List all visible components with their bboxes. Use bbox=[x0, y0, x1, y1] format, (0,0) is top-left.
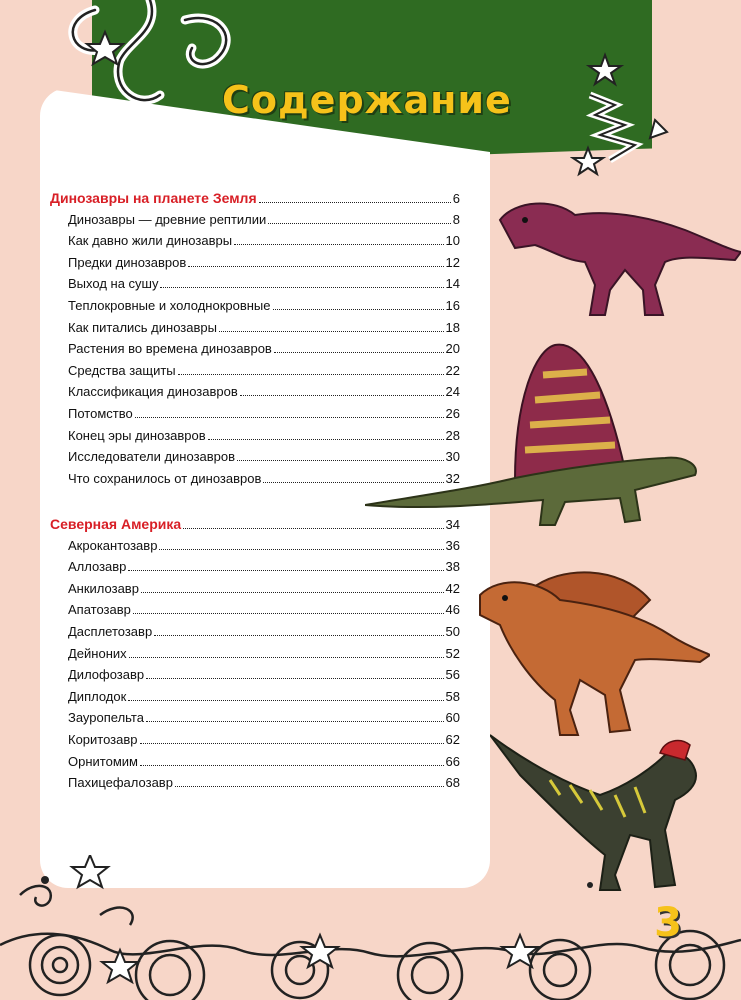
leader-dots bbox=[219, 331, 444, 332]
toc-page-number: 6 bbox=[452, 191, 460, 206]
toc-entry[interactable] bbox=[50, 710, 460, 732]
toc-entry[interactable] bbox=[50, 646, 460, 668]
toc-page-number: 56 bbox=[445, 667, 460, 683]
toc-entry[interactable] bbox=[50, 276, 460, 298]
toc-entry[interactable] bbox=[50, 233, 460, 255]
toc-page-number: 60 bbox=[445, 710, 460, 726]
leader-dots bbox=[129, 657, 444, 658]
toc-entry[interactable] bbox=[50, 255, 460, 277]
leader-dots bbox=[146, 721, 444, 722]
toc-entry-label: Классификация динозавров bbox=[68, 384, 238, 400]
leader-dots bbox=[154, 635, 443, 636]
toc-entry[interactable] bbox=[50, 559, 460, 581]
toc-page-number: 14 bbox=[445, 276, 460, 292]
toc-page-number: 42 bbox=[445, 580, 460, 596]
toc-page-number: 12 bbox=[445, 254, 460, 270]
leader-dots bbox=[259, 202, 451, 203]
dinosaur-illustration-acrocanthosaurus bbox=[495, 190, 741, 320]
toc-entry-label: Анкилозавр bbox=[68, 580, 139, 596]
page-number: 3 bbox=[654, 900, 682, 946]
toc-page-number: 58 bbox=[445, 688, 460, 704]
toc-entry-label: Что сохранилось от динозавров bbox=[68, 470, 262, 486]
toc-page-number: 52 bbox=[445, 645, 460, 661]
toc-page-number: 26 bbox=[445, 405, 460, 421]
toc-page-number: 38 bbox=[445, 559, 460, 575]
toc-entry-label: Дилофозавр bbox=[68, 667, 145, 683]
toc-page-number: 68 bbox=[445, 775, 460, 791]
toc-entry-label: Выход на сушу bbox=[68, 276, 159, 292]
toc-entry-label: Орнитомим bbox=[68, 753, 138, 769]
leader-dots bbox=[188, 266, 443, 267]
leader-dots bbox=[268, 223, 450, 224]
leader-dots bbox=[141, 592, 444, 593]
doodle-border-bottom bbox=[0, 855, 741, 1000]
leader-dots bbox=[140, 765, 444, 766]
zigzag-decoration-top-right bbox=[570, 50, 680, 180]
leader-dots bbox=[234, 244, 443, 245]
toc-page-number: 32 bbox=[445, 470, 460, 486]
toc-entry-label: Исследователи динозавров bbox=[68, 449, 236, 465]
leader-dots bbox=[159, 549, 443, 550]
toc-entry-label: Апатозавр bbox=[68, 602, 131, 618]
toc-entry-label: Потомство bbox=[68, 405, 133, 421]
leader-dots bbox=[140, 743, 444, 744]
toc-entry[interactable] bbox=[50, 624, 460, 646]
toc-page-number: 46 bbox=[445, 602, 460, 618]
toc-entry-label: Диплодок bbox=[68, 688, 127, 704]
toc-heading-label: Северная Америка bbox=[50, 516, 182, 532]
toc-entry[interactable] bbox=[50, 212, 460, 234]
toc-heading[interactable] bbox=[50, 190, 460, 212]
dinosaur-illustration-dimetrodon bbox=[365, 340, 705, 535]
toc-entry[interactable] bbox=[50, 538, 460, 560]
toc-entry-label: Предки динозавров bbox=[68, 254, 187, 270]
toc-entry-label: Дасплетозавр bbox=[68, 623, 153, 639]
toc-entry-label: Дейноних bbox=[68, 645, 127, 661]
toc-page-number: 16 bbox=[445, 297, 460, 313]
toc-entry[interactable] bbox=[50, 754, 460, 776]
toc-entry-label: Как давно жили динозавры bbox=[68, 233, 233, 249]
toc-entry-label: Пахицефалозавр bbox=[68, 775, 173, 791]
toc-entry[interactable] bbox=[50, 667, 460, 689]
toc-entry[interactable] bbox=[50, 775, 460, 797]
toc-page-number: 34 bbox=[445, 517, 460, 532]
toc-entry-label: Зауропельта bbox=[68, 710, 144, 726]
toc-page-number: 28 bbox=[445, 427, 460, 443]
toc-entry-label: Средства защиты bbox=[68, 362, 176, 378]
page-title: Содержание bbox=[222, 78, 512, 122]
leader-dots bbox=[128, 570, 443, 571]
toc-entry[interactable] bbox=[50, 689, 460, 711]
leader-dots bbox=[128, 700, 443, 701]
toc-heading-label: Динозавры на планете Земля bbox=[50, 190, 257, 206]
leader-dots bbox=[133, 613, 444, 614]
toc-entry-label: Конец эры динозавров bbox=[68, 427, 206, 443]
toc-page-number: 36 bbox=[445, 537, 460, 553]
leader-dots bbox=[273, 309, 444, 310]
toc-entry-label: Как питались динозавры bbox=[68, 319, 217, 335]
dinosaur-illustration-spinosaur bbox=[470, 560, 710, 740]
toc-entry-label: Акрокантозавр bbox=[68, 537, 158, 553]
leader-dots bbox=[160, 287, 443, 288]
toc-entry-label: Аллозавр bbox=[68, 559, 127, 575]
toc-page-number: 66 bbox=[445, 753, 460, 769]
toc-page-number: 24 bbox=[445, 384, 460, 400]
toc-page-number: 62 bbox=[445, 731, 460, 747]
toc-entry-label: Динозавры — древние рептилии bbox=[68, 211, 267, 227]
toc-page-number: 18 bbox=[445, 319, 460, 335]
toc-entry-label: Растения во времена динозавров bbox=[68, 341, 272, 357]
toc-page-number: 8 bbox=[452, 211, 460, 227]
toc-entry[interactable] bbox=[50, 602, 460, 624]
toc-page-number: 10 bbox=[445, 233, 460, 249]
toc-page-number: 20 bbox=[445, 341, 460, 357]
toc-entry[interactable] bbox=[50, 732, 460, 754]
toc-page-number: 22 bbox=[445, 362, 460, 378]
toc-page-number: 50 bbox=[445, 623, 460, 639]
toc-entry[interactable] bbox=[50, 581, 460, 603]
leader-dots bbox=[175, 786, 444, 787]
toc-entry[interactable] bbox=[50, 320, 460, 342]
toc-section bbox=[50, 516, 460, 797]
toc-entry[interactable] bbox=[50, 298, 460, 320]
toc-page-number: 30 bbox=[445, 449, 460, 465]
toc-entry-label: Коритозавр bbox=[68, 731, 138, 747]
toc-entry-label: Теплокровные и холоднокровные bbox=[68, 297, 271, 313]
leader-dots bbox=[146, 678, 443, 679]
